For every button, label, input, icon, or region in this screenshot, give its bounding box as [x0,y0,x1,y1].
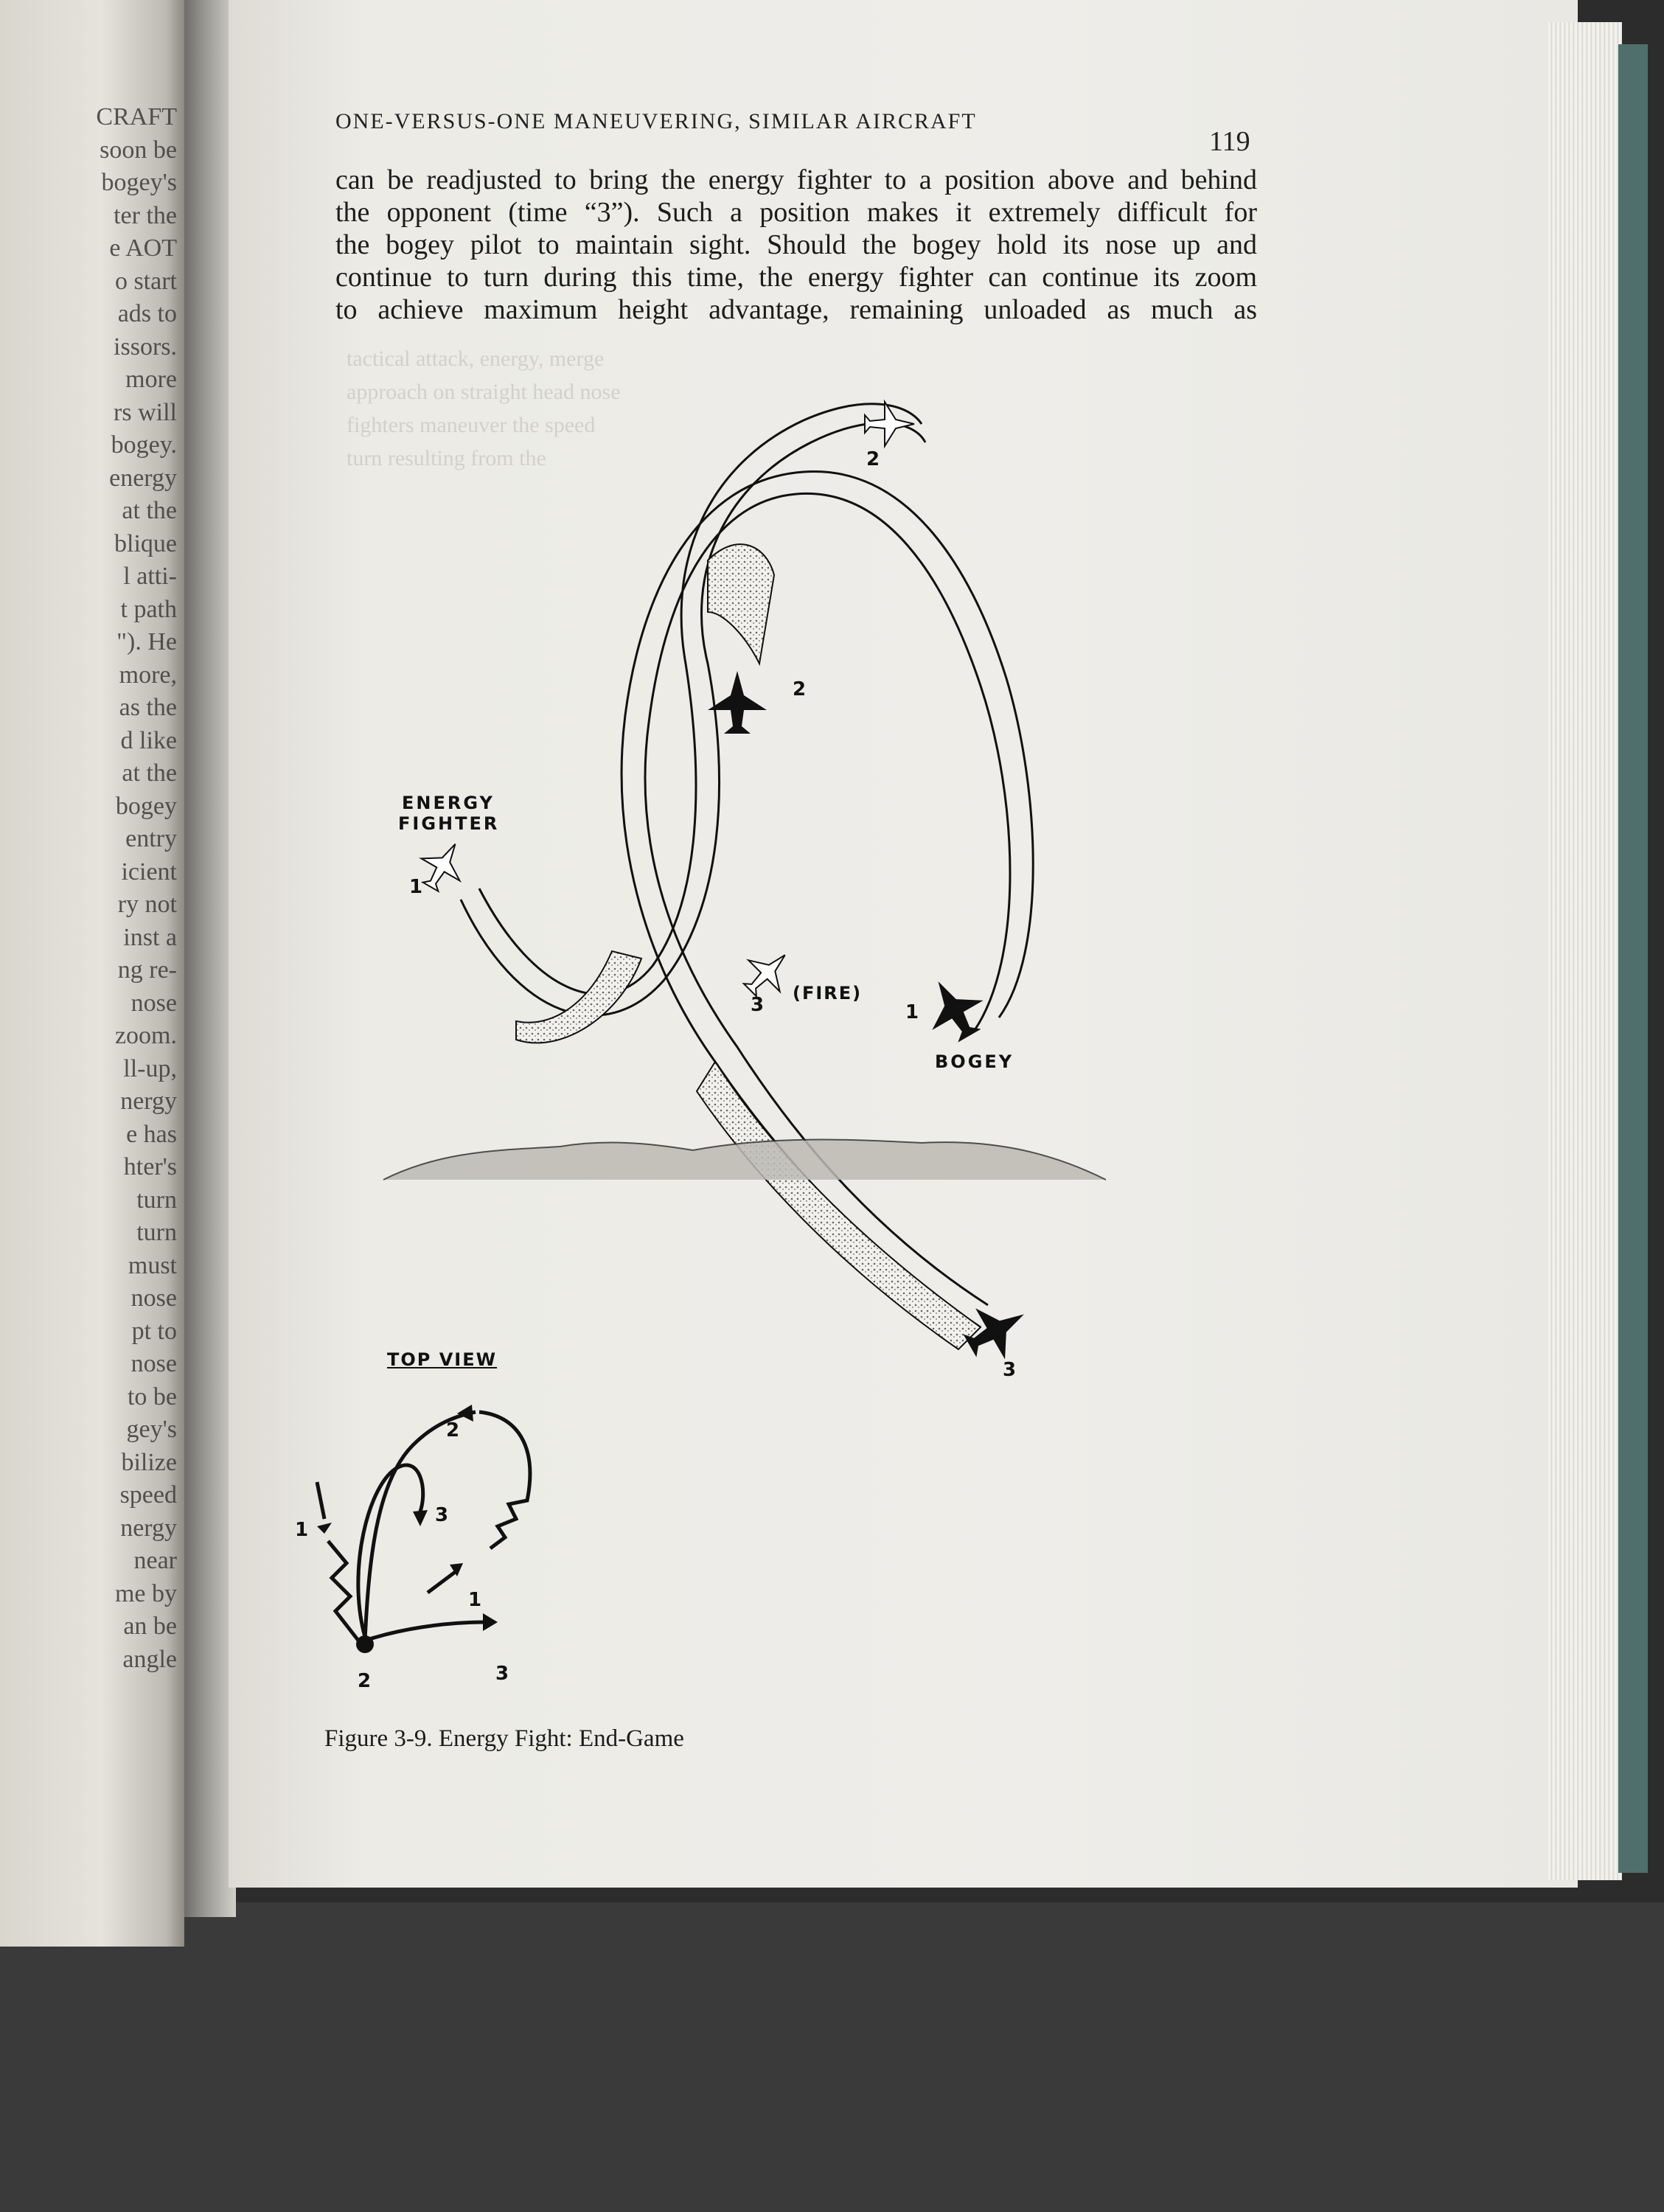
left-page-fragment: issors. [114,333,177,361]
left-page-fragment: nose [130,1284,177,1312]
left-page-fragment: bogey. [111,431,177,459]
left-page-fragment: blique [114,529,177,557]
tv-ef-entry-arrow-head [317,1523,332,1534]
tv-num-3b: 3 [495,1663,509,1685]
tv-num-3a: 3 [435,1504,449,1526]
energy-fighter-aircraft-2 [865,402,914,446]
left-page-fragment: near [133,1547,177,1574]
energy-fighter-label-line2: FIGHTER [398,813,500,834]
left-page-fragment: rs will [114,398,177,426]
top-view-title: TOP VIEW [387,1349,498,1370]
bogey-aircraft-1 [913,967,995,1051]
ef-ribbon-edge-2 [479,404,922,995]
ef-time-3: 3 [751,994,765,1016]
left-page-fragment: must [128,1251,177,1279]
left-page-fragment: to be [127,1382,177,1411]
left-page-fragment: e AOT [109,234,177,262]
tv-ef-right-path [479,1412,530,1548]
bleed-line-3: fighters maneuver the speed [347,413,596,437]
left-page-fragment: nose [130,1350,177,1377]
left-page-fragment: more [125,366,177,393]
left-page-fragment: angle [122,1645,177,1673]
bleed-line-2: approach on straight head nose [347,380,621,404]
tv-num-1a: 1 [295,1519,309,1541]
ribbon-lower-band [697,1062,981,1349]
bogey-ribbon-edge-1 [645,493,1010,1305]
tv-ef-entry-arrow [317,1482,324,1519]
left-page-fragment: energy [109,464,177,492]
tv-ef-zigzag [328,1541,361,1644]
energy-fighter-aircraft-3 [734,939,801,1006]
left-page-fragment: inst a [123,923,177,951]
left-page-fragment: nergy [120,1088,177,1115]
left-page-fragment: hter's [123,1153,177,1180]
left-page-fragment: speed [119,1481,177,1509]
left-page-fragment: gey's [126,1416,177,1443]
left-page-fragment: soon be [100,136,177,164]
figure-caption: Figure 3-9. Energy Fight: End-Game [324,1725,684,1752]
left-page-fragment: more, [119,661,177,689]
left-page-fragment: nose [130,989,177,1017]
ef-time-1: 1 [409,876,423,898]
left-page-fragment: bogey [115,792,177,820]
left-page-fragment: bogey's [101,169,177,196]
left-page-fragment: an be [123,1613,177,1640]
ef-time-2: 2 [866,448,880,470]
bogey-time-2: 2 [793,678,807,700]
body-line-4: continue to turn during this time, the energy fighter can continue its zoom [335,262,1257,293]
tv-start-dot [356,1635,374,1653]
bogey-label: BOGEY [935,1051,1014,1072]
bleed-line-1: tactical attack, energy, merge [347,347,605,371]
left-page-fragment: CRAFT [96,103,177,131]
left-page-fragment: d like [120,726,177,754]
left-page-fragment: icient [121,858,177,886]
tv-bogey-exit [365,1622,487,1641]
running-header: ONE-VERSUS-ONE MANEUVERING, SIMILAR AIRCRAFT [335,109,977,133]
body-line-1: can be readjusted to bring the energy fighter to a position above and behind [335,164,1257,195]
left-page-fragment: pt to [131,1317,177,1345]
tv-ef-loop-head [457,1405,473,1422]
left-page-fragment: turn [136,1186,177,1214]
fire-label: (FIRE) [793,983,863,1004]
bogey-time-3: 3 [1003,1359,1017,1381]
tv-bogey-exit-head [483,1613,498,1631]
left-page-fragment: ll-up, [123,1054,177,1082]
left-page-fragment: bilize [121,1448,177,1476]
tv-num-2a: 2 [446,1419,460,1441]
body-line-5: to achieve maximum height advantage, remaining unloaded as much as [335,294,1257,325]
ribbon-top-band [708,544,774,664]
left-page-fragment: turn [136,1219,177,1246]
left-page-fragment: o start [114,267,177,295]
bogey-time-1: 1 [905,1001,919,1023]
left-page-fragment: at the [122,497,177,524]
page-number: 119 [1209,126,1250,157]
left-page-fragment: "). He [116,628,177,655]
left-page-fragment: e has [126,1120,177,1148]
left-page-fragment: at the [122,759,177,787]
energy-fighter-label-line1: ENERGY [402,793,495,813]
left-page-fragment: as the [119,694,177,721]
terrain [383,1140,1106,1180]
left-page-fragment: entry [125,825,177,852]
tv-num-1b: 1 [468,1589,482,1611]
left-page-fragment: ry not [117,891,177,918]
tv-ef-arrow-1 [428,1571,457,1593]
left-page-fragment: me by [114,1579,177,1607]
left-page-fragment: ng re- [117,956,177,984]
left-page-fragment: l atti- [123,563,177,590]
left-page-fragment: ter the [114,201,177,229]
body-line-3: the bogey pilot to maintain sight. Should the bogey hold its nose up and [335,229,1257,260]
left-page-fragment: t path [120,595,177,623]
left-page-fragment: ads to [117,300,177,327]
body-line-2: the opponent (time “3”). Such a position makes it extremely difficult for [335,197,1257,228]
tv-num-2b: 2 [358,1670,372,1692]
bleed-line-4: turn resulting from the [347,446,546,470]
left-page-fragment: nergy [120,1514,177,1542]
left-page-fragment: zoom. [114,1022,177,1049]
tv-bogey-loop-head [413,1510,428,1526]
